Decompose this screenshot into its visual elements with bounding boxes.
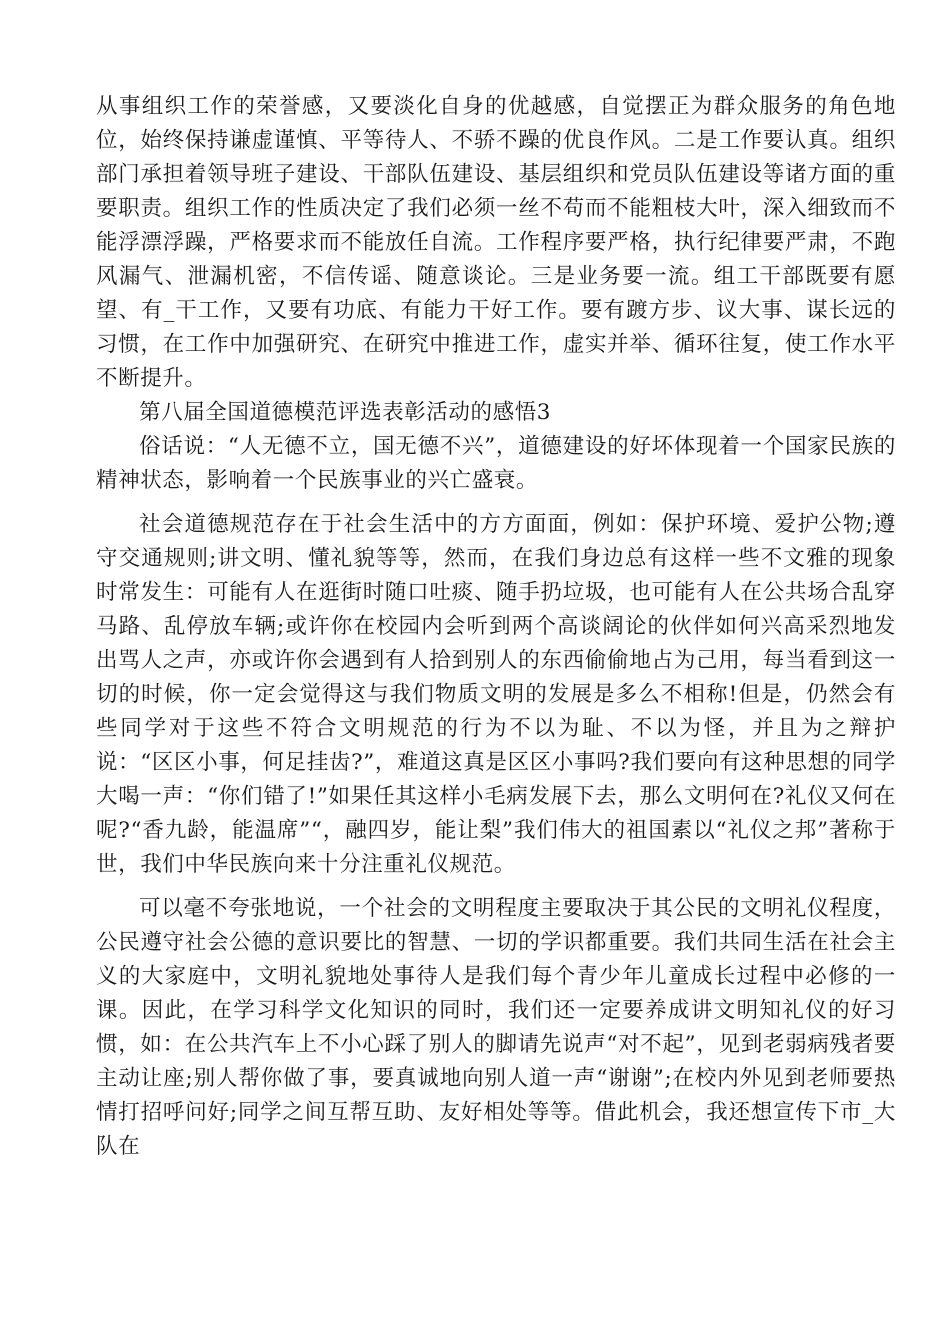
- section-heading: 第八届全国道德模范评选表彰活动的感悟3: [139, 400, 552, 425]
- document-page: [96, 90, 896, 1164]
- paragraph-social-norms: 社会道德规范存在于社会生活中的方方面面，例如：保护环境、爱护公物;遵守交通规则;讲文明、懂礼貌等等，然而，在我们身边总有这样一些不文雅的现象时常发生：可能有人在逛街时随口吐痰、随手扔垃圾，也可能有人在公共场合乱穿马路、乱停放车辆;或许你在校园内会听到两个高谈阔论的伙伴如何兴高采烈地发出骂人之声，亦或许你会遇到有人拾到别人的东西偷偷地占为己用，每当看到这一切的时候，你一定会觉得这与我们物质文明的发展是多么不相称!但是，仍然会有些同学对于这些不符合文明规范的行为不以为耻、不以为怪，并且为之辩护说：“区区小事，何足挂齿?”，难道这真是区区小事吗?我们要向有这种思想的同学大喝一声：“你们错了!”如果任其这样小毛病发展下去，那么文明何在?礼仪又何在呢?“香九龄，能温席”“，融四岁，能让梨”我们伟大的祖国素以“礼仪之邦”著称于世，我们中华民族向来十分注重礼仪规范。: [96, 512, 896, 877]
- paragraph-continuation: 从事组织工作的荣誉感，又要淡化自身的优越感，自觉摆正为群众服务的角色地位，始终保持谦虚谨慎、平等待人、不骄不躁的优良作风。二是工作要认真。组织部门承担着领导班子建设、干部队伍建设、基层组织和党员队伍建设等诸方面的重要职责。组织工作的性质决定了我们必须一丝不苟而不能粗枝大叶，深入细致而不能浮漂浮躁，严格要求而不能放任自流。工作程序要严格，执行纪律要严肃，不跑风漏气、泄漏机密，不信传谣、随意谈论。三是业务要一流。组工干部既要有愿望、有_干工作，又要有功底、有能力干好工作。要有踱方步、议大事、谋长远的习惯，在工作中加强研究、在研究中推进工作，虚实并举、循环往复，使工作水平不断提升。: [96, 94, 896, 391]
- paragraph-civility: 可以毫不夸张地说，一个社会的文明程度主要取决于其公民的文明礼仪程度，公民遵守社会公德的意识要比的智慧、一切的学识都重要。我们共同生活在社会主义的大家庭中，文明礼貌地处事待人是我们每个青少年儿童成长过程中必修的一课。因此，在学习科学文化知识的同时，我们还一定要养成讲文明知礼仪的好习惯，如：在公共汽车上不小心踩了别人的脚请先说声“对不起”，见到老弱病残者要主动让座;别人帮你做了事，要真诚地向别人道一声“谢谢”;在校内外见到老师要热情打招呼问好;同学之间互帮互助、友好相处等等。借此机会，我还想宣传下市_大队在: [96, 896, 896, 1159]
- paragraph-proverb: 俗话说：“人无德不立，国无德不兴”，道德建设的好坏体现着一个国家民族的精神状态，影响着一个民族事业的兴亡盛衰。: [96, 434, 896, 493]
